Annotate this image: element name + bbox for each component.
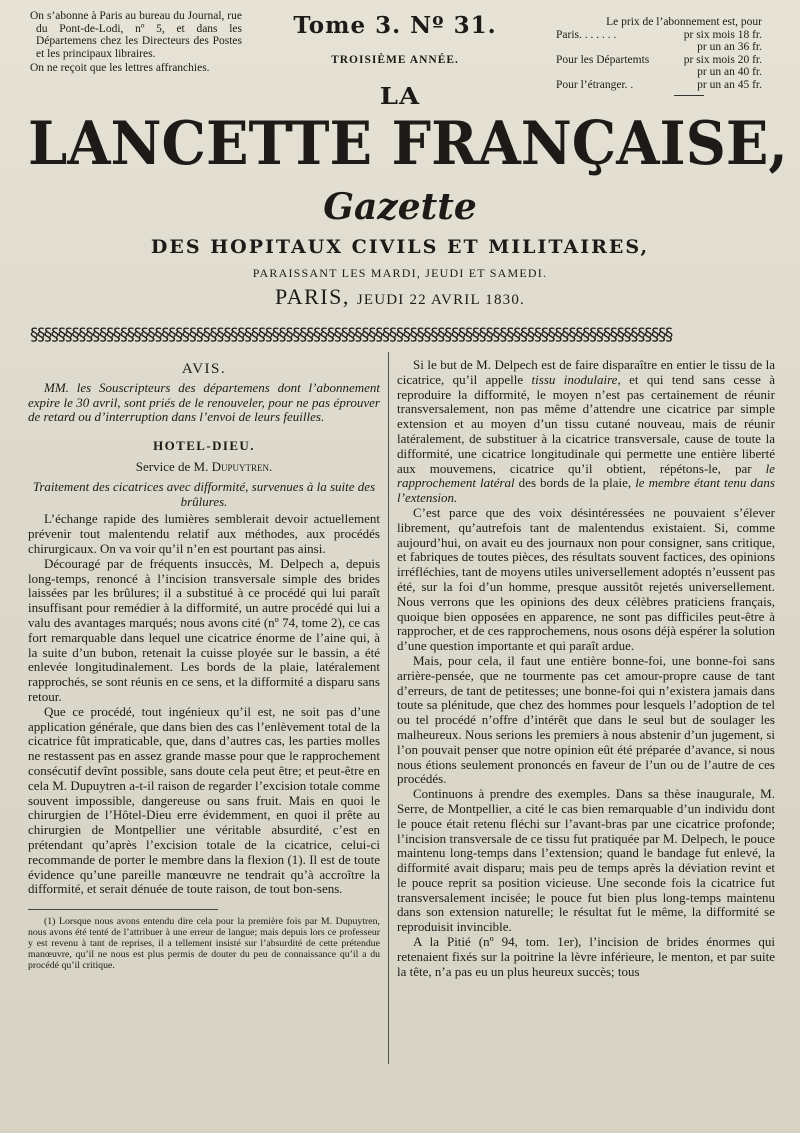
price-value: pr un an 40 fr. [697,66,762,79]
subscription-info [30,10,242,75]
issue-date-line [0,284,800,310]
hospitals-subtitle: DES HOPITAUX CIVILS ET MILITAIRES, [150,236,650,258]
issue-date: JEUDI 22 AVRIL 1830. [356,292,525,308]
text-run: Si le but de M. Delpech est de faire disparaître en entier le tissu de la cicatrice, qu’il appelle [397,357,775,387]
avis-text: MM. les Souscripteurs des départemens dont l’abonnement expire le 30 avril, sont priés de le renouveler, pour ne pas éprouver de retard ou d’interruption dans l’envoi de leurs feuilles. [28,379,380,425]
text-run: des bords de la plaie, [518,475,632,491]
price-row [556,29,762,42]
price-value: pr six mois 20 fr. [683,53,762,66]
price-heading: Le prix de l’abonnement est, pour [606,16,762,28]
subscription-text: On s’abonne à Paris au bureau du Journal, rue du Pont-de-Lodi, nº 5, et dans les Départemens chez les Directeurs des Postes et les principaux libraires. [30,10,242,60]
text-run: , et qui tend sans cesse à reproduire la difformité, le moyen n’est pas certainement de réunir transversalement, non pas même d’attendre une cicatrice par simple extension et au moyen d’un tissu cutané nouveau, mais de réunir latéralement, de substituer à la cicatrice transversale, cause de toute la difformité, une cicatrice longitudinale qui permette une entière liberté aux mouvemens, cicatrice qu’il obtient, répétons-le, par [397,371,775,476]
price-value: pr un an 45 fr. [697,78,762,91]
price-label: Pour l’étranger. . [556,78,634,91]
paragraph: Mais, pour cela, il faut une entière bonne-foi, une bonne-foi sans arrière-pensée, que ne tourmente pas cet amour-propre cause de tant d’erreurs, de tant de petitesses; une bonne-foi qui n’existera jamais dans toute sa plénitude, que chez des hommes pour lesquels l’adoption de tel ou tel procédé n’offre d’intérêt que dans le seul but de soulager les malheureux. Nous serions les premiers à nous abstenir d’un jugement, si l’on pouvait penser que notre opinion eût été préparée d’avance, si nous nous étions seulement prononcés en faveur de l’un ou de l’autre de ces procédés. [397,652,775,787]
publication-schedule: PARAISSANT LES MARDI, JEUDI ET SAMEDI. [252,266,548,280]
price-row [556,54,762,67]
price-value: pr six mois 18 fr. [683,28,762,41]
service-prefix: Service de M. [135,458,209,474]
emphasis: le rapprochement latéral [397,460,776,491]
emphasis: tissu inodulaire [531,371,618,387]
annee-label: TROISIÈME ANNÉE. [331,54,459,66]
newspaper-title: LANCETTE FRANÇAISE, [28,109,788,179]
service-name: Dupuytren. [211,458,273,474]
price-label [556,41,668,54]
emphasis: le membre étant tenu dans l’extension. [397,475,775,506]
issue-city: PARIS, [274,284,350,309]
paragraph [397,358,775,506]
paragraph: Que ce procédé, tout ingénieux qu’il est, ne soit pas d’une application générale, que dans bien des cas l’enlèvement total de la cicatrice fût impraticable, que, dans d’autres cas, les parties molles ne restassent pas en assez grande masse pour que le rapprochement consécutif devînt possible, sans doute cela peut être; et peut-être en cela M. Dupuytren a-t-il raison de regarder l’excision totale comme souvent impossible, dangereuse ou sans fruit. Mais en quoi le chirurgien de l’Hôtel-Dieu erre évidemment, en quoi il prête au chirurgien de Montpellier une véritable absurdité, c’est en prétendant qu’après l’excision totale de la cicatrice, celui-ci recommande de porter le membre dans la flexion (1). Il est de toute évidence qu’une pareille manœuvre ne tendrait qu’à accroître la difformité, et serait dénuée de toute raison, de tout bon-sens. [28,703,380,897]
price-label: Paris. . . . . . . [556,28,617,41]
footnote-rule [28,909,218,910]
footnote: (1) Lorsque nous avons entendu dire cela pour la première fois par M. Dupuytren, nous avons été tenté de l’attribuer à une erreur de langue; mais depuis lors ce professeur y est revenu à tant de reprises, il a tellement insisté sur l’absurdité de cette prétendue manœuvre, qu’il ne nous est plus permis de douter du peu de connaissance qu’il a du procédé qu’il critique. [28,916,380,972]
tome-number: Tome 3. Nº 31. [293,12,497,39]
franchise-text: On ne reçoit que les lettres affranchies. [30,62,210,74]
price-label [556,66,668,79]
right-column [397,358,775,979]
service-line [28,460,380,475]
price-table [556,29,762,92]
price-row [556,66,762,79]
paragraph: C’est parce que des voix désintéressées ne pouvaient s’élever librement, qu’autrefois tant de malentendus existaient. Si, comme aujourd’hui, on avait eu des journaux non pour consigner, sans critique, et fabriques de toutes pièces, des résultats souvent factices, des opinions irréfléchies, tant de moyens utiles universellement adoptés n’eussent pas été, sur la foi d’un homme, presque aussitôt rejetés universellement. Nous verrons que les opinions des deux célèbres praticiens français, quoique bien opposées en apparence, ne sont pas difficiles peut-être à rapprocher, et de ces rapprochemens, nous osons déjà espérer la solution d’une question importante et qui paraît ardue. [397,504,775,654]
paragraph: L’échange rapide des lumières semblerait devoir actuellement prévenir tout malentendu relatif aux méthodes, aux procédés chirurgicaux. On va voir qu’il n’en est pourtant pas ainsi. [28,511,380,556]
price-row [556,41,762,54]
article-title: Traitement des cicatrices avec difformité, survenues à la suite des brûlures. [32,478,376,509]
price-label: Pour les Départemts [556,53,650,66]
column-divider [388,352,389,1064]
paragraph: Découragé par de fréquents insuccès, M. Delpech a, depuis long-temps, renoncé à l’incision transversale simple des brides laissées par les brûlures; il a substitué à ce procédé qui lui paraît insuffisant pour remédier à la difformité, un autre procédé qui lui a valu des avantages marqués; nous avons cité (nº 74, tome 2), ce cas fort remarquable dans lequel une cicatrice énorme de l’aine qui, à la suite d’un bubon, retenait la cuisse ployée sur le bassin, a été enlevée longitudinalement. Les bords de la plaie, latéralement rapprochés, se sont réunis en ce sens, et la difformité a disparu sans retour. [28,555,380,704]
gazette-subtitle: Gazette [323,186,477,228]
title-article: LA [379,83,421,111]
left-column [28,358,380,972]
paragraph: A la Pitié (nº 94, tom. 1er), l’incision de brides énormes qui retenaient fixés sur la poitrine la lèvre inférieure, le menton, et par suite la tête, n’a pas eu un plus heureux succès; tous [397,934,775,979]
avis-heading: AVIS. [181,361,227,377]
section-heading: HOTEL-DIEU. [153,438,255,454]
paragraph: Continuons à prendre des exemples. Dans sa thèse inaugurale, M. Serre, de Montpellier, a cité le cas bien remarquable d’un individu dont le pouce était retenu fléchi sur l’avant-bras par une cicatrice profonde; l’incision transversale de ce tissu fut pratiquée par M. Delpech, le pouce maintenu long-temps dans l’extension; quand le bandage fut enlevé, la difformité avait disparu; mais peu de temps après la déviation revint et le pouce reprit sa position vicieuse. Une seconde fois la cicatrice fut transversalement incisée; le pouce fut bien plus long-temps maintenu dans son extension naturelle; le résultat fut le même, la difformité se reproduisit invincible. [397,786,775,935]
price-value: pr un an 36 fr. [697,41,762,54]
ornamental-rule: §§§§§§§§§§§§§§§§§§§§§§§§§§§§§§§§§§§§§§§§§§§§§§§§§§§§§§§§§§§§§§§§§§§§§§§§§§§§§§§§§§§§§§§§§§§§§ [30,325,672,345]
